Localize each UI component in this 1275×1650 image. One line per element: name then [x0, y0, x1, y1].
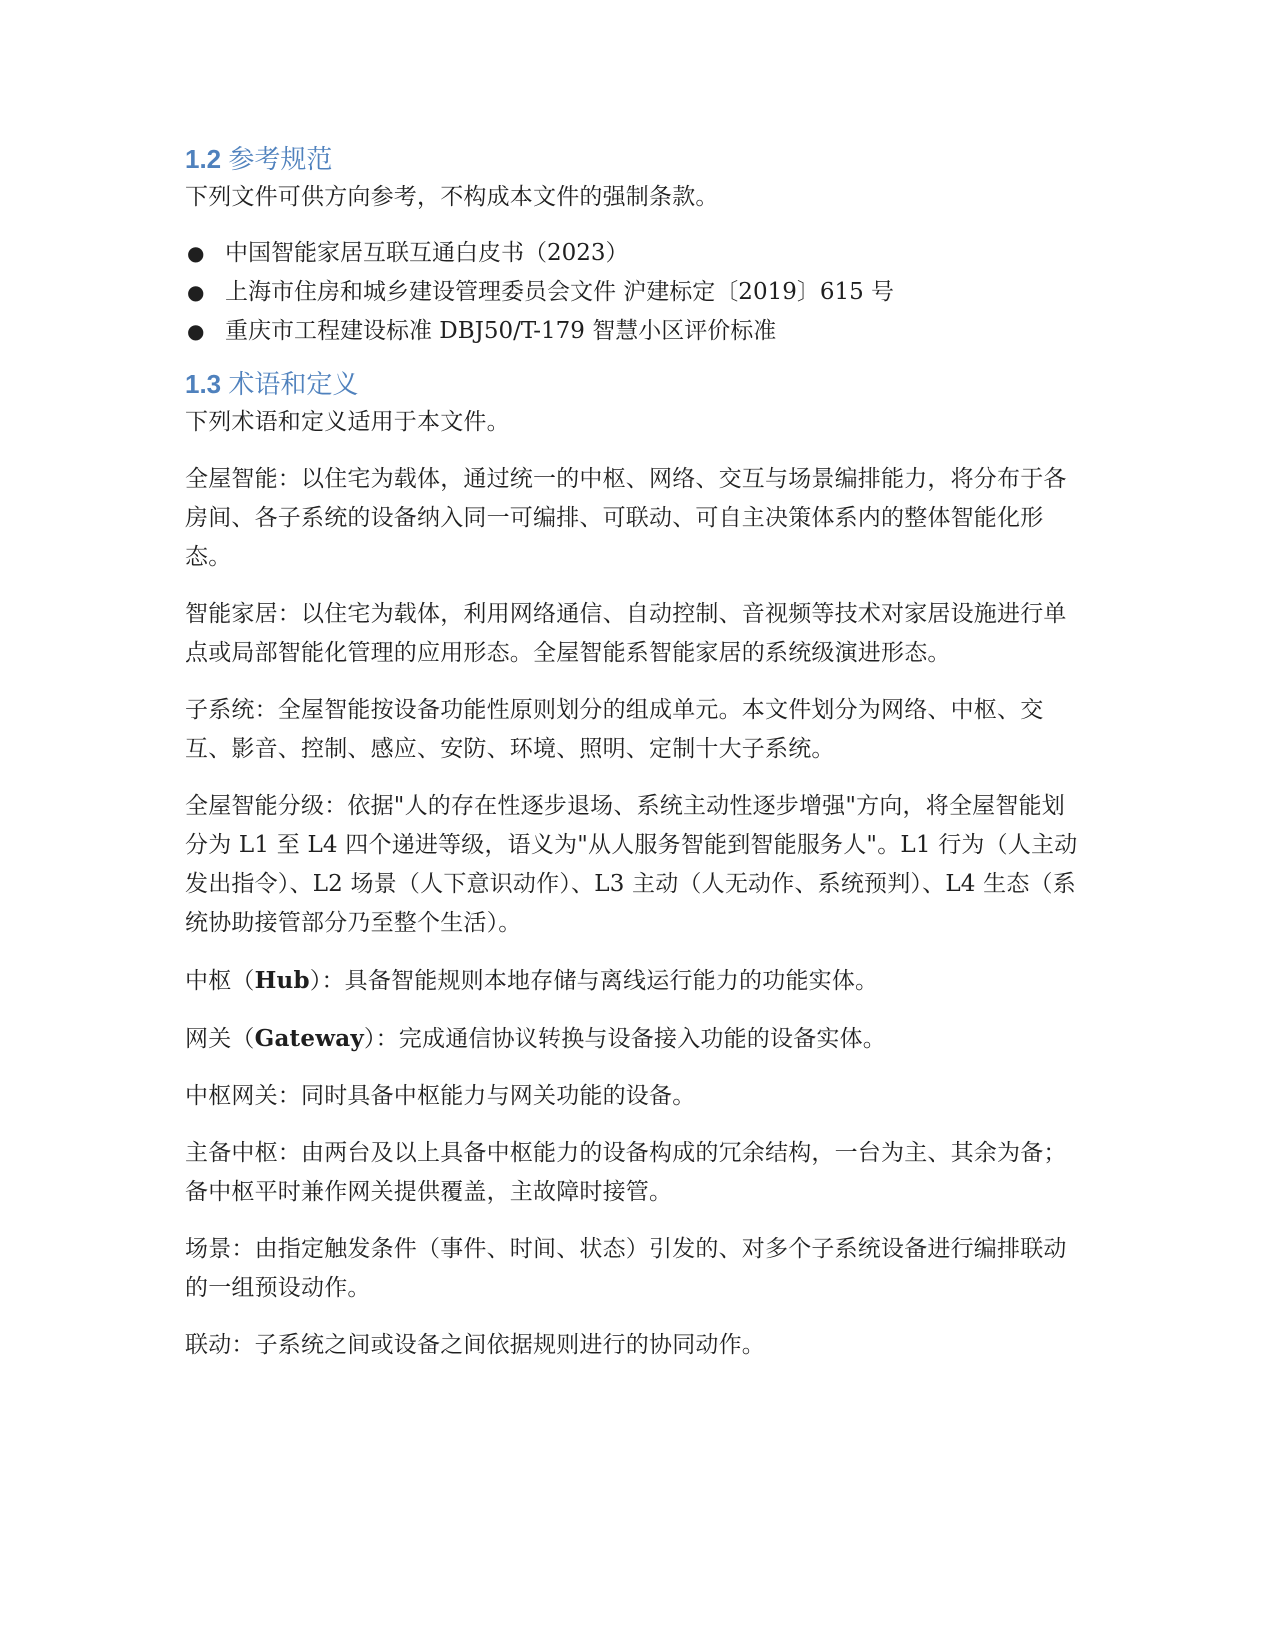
bullet-icon: ●: [187, 280, 205, 304]
section-title: 术语和定义: [228, 369, 359, 399]
term-text: 全屋智能分级：依据"人的存在性逐步退场、系统主动性逐步增强"方向，将全屋智能划分为 L1 至 L4 四个递进等级，语义为"从人服务智能到智能服务人"。L1 行为（人主动发出指令）、L2 场景（人下意识动作）、L3 主动（人无动作、系统预判）、L4 生态（系统协助接管部分乃至整个生活）。: [185, 793, 1078, 936]
section-title: 参考规范: [228, 144, 333, 174]
bullet-icon: ●: [187, 241, 205, 265]
section-number: 1.3: [185, 369, 222, 399]
term-text: 场景：由指定触发条件（事件、时间、状态）引发的、对多个子系统设备进行编排联动的一组预设动作。: [185, 1236, 1067, 1301]
bullet-icon: ●: [187, 319, 205, 343]
term-abbrev: Gateway: [254, 1025, 364, 1052]
term-text: 智能家居：以住宅为载体，利用网络通信、自动控制、音视频等技术对家居设施进行单点或局部智能化管理的应用形态。全屋智能系智能家居的系统级演进形态。: [185, 601, 1067, 666]
reference-item: [185, 234, 1085, 273]
term-definition: [185, 1077, 1085, 1116]
reference-text: 重庆市工程建设标准 DBJ50/T-179 智慧小区评价标准: [225, 318, 777, 344]
term-definition: [185, 1019, 1085, 1059]
term-suffix: ）：具备智能规则本地存储与离线运行能力的功能实体。: [309, 968, 879, 994]
term-text: 全屋智能：以住宅为载体，通过统一的中枢、网络、交互与场景编排能力，将分布于各房间、各子系统的设备纳入同一可编排、可联动、可自主决策体系内的整体智能化形态。: [185, 466, 1067, 570]
term-text: 主备中枢：由两台及以上具备中枢能力的设备构成的冗余结构，一台为主、其余为备；备中枢平时兼作网关提供覆盖，主故障时接管。: [185, 1140, 1067, 1205]
section-intro: 下列术语和定义适用于本文件。: [185, 409, 510, 435]
term-text: [185, 961, 1085, 1001]
term-text: 子系统：全屋智能按设备功能性原则划分的组成单元。本文件划分为网络、中枢、交互、影音、控制、感应、安防、环境、照明、定制十大子系统。: [185, 697, 1044, 762]
term-definition: [185, 691, 1085, 769]
reference-list: [185, 234, 1085, 351]
reference-item: [185, 273, 1085, 312]
term-definition: [185, 595, 1085, 673]
document-page: [185, 140, 1085, 1365]
section-heading-1-3: [185, 365, 1085, 403]
term-text: [185, 1019, 1085, 1059]
term-definition: [185, 961, 1085, 1001]
term-prefix: 中枢（: [185, 968, 255, 994]
term-definition: [185, 460, 1085, 577]
term-definition: [185, 787, 1085, 943]
section-heading-1-2: [185, 140, 1085, 178]
term-prefix: 网关（: [185, 1026, 255, 1052]
section-intro: 下列文件可供方向参考，不构成本文件的强制条款。: [185, 184, 719, 210]
reference-text: 中国智能家居互联互通白皮书（2023）: [225, 240, 629, 266]
term-text: 中枢网关：同时具备中枢能力与网关功能的设备。: [185, 1083, 696, 1109]
term-definition: [185, 1230, 1085, 1308]
reference-text: 上海市住房和城乡建设管理委员会文件 沪建标定〔2019〕615 号: [225, 279, 895, 305]
term-text: 联动：子系统之间或设备之间依据规则进行的协同动作。: [185, 1332, 765, 1358]
term-definition: [185, 1134, 1085, 1212]
section-number: 1.2: [185, 144, 222, 174]
term-abbrev: Hub: [254, 967, 310, 994]
term-definition: [185, 1326, 1085, 1365]
term-suffix: ）：完成通信协议转换与设备接入功能的设备实体。: [363, 1026, 886, 1052]
reference-item: [185, 312, 1085, 351]
